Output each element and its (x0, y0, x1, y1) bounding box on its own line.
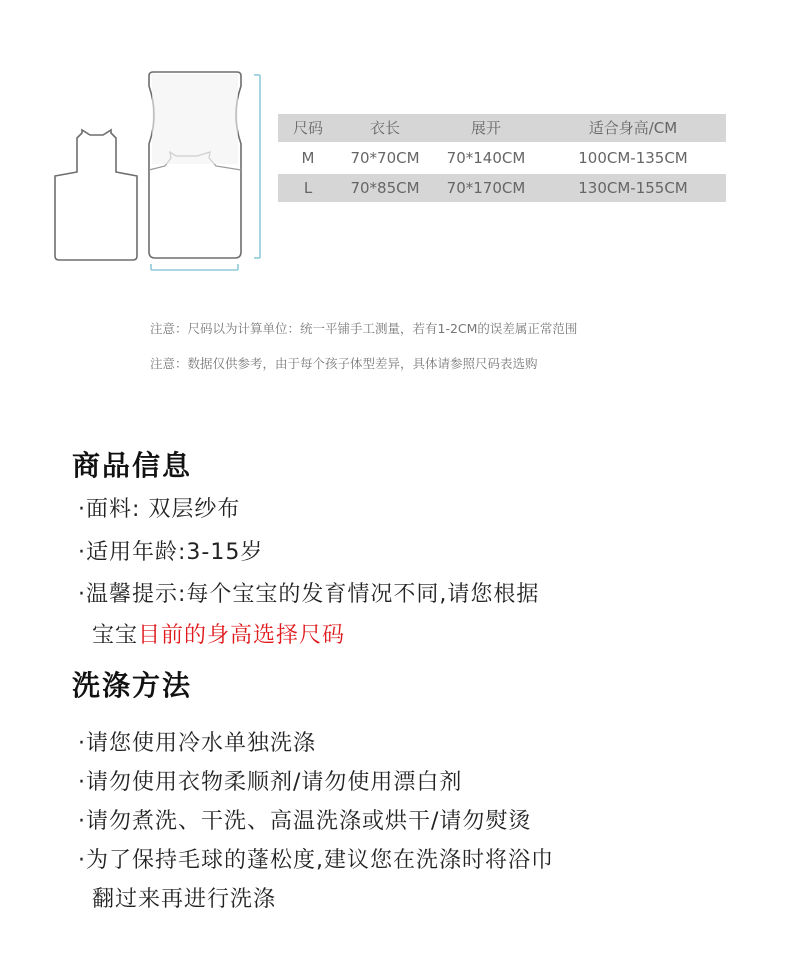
table-row (278, 144, 726, 172)
age-line: ·适用年龄:3-15岁 (78, 540, 264, 565)
wash-item: ·请您使用冷水单独洗涤 (78, 731, 316, 756)
size-table (278, 114, 726, 204)
tip-line-continued (92, 618, 345, 649)
header-unfolded: 展开 (470, 119, 501, 137)
cell-height: 130CM-155CM (578, 179, 688, 197)
cell-height: 100CM-135CM (578, 149, 688, 167)
table-row (278, 174, 726, 202)
cell-size: L (303, 179, 313, 197)
tip-highlight-text: 目前的身高选择尺码 (138, 623, 346, 648)
garment-diagram (0, 0, 280, 290)
fabric-line: ·面料: 双层纱布 (78, 497, 241, 522)
hood-shade (152, 74, 238, 164)
header-size: 尺码 (292, 119, 323, 137)
cell-length: 70*85CM (350, 179, 420, 197)
wash-item: ·请勿煮洗、干洗、高温洗涤或烘干/请勿熨烫 (78, 809, 532, 834)
header-length: 衣长 (369, 119, 400, 137)
product-info-title: 商品信息 (72, 449, 193, 482)
measurement-note: 注意：尺码以为计算单位：统一平铺手工测量，若有1-2CM的误差属正常范围 (150, 321, 578, 336)
wash-item-continued: 翻过来再进行洗涤 (92, 887, 277, 912)
size-table-header (278, 114, 726, 142)
header-height: 适合身高/CM (588, 119, 678, 137)
cell-size: M (301, 149, 315, 167)
cell-unfolded: 70*170CM (446, 179, 526, 197)
washing-title: 洗涤方法 (72, 669, 193, 702)
cell-length: 70*70CM (350, 149, 420, 167)
folded-garment-shape (55, 130, 137, 260)
reference-note: 注意：数据仅供参考，由于每个孩子体型差异，具体请参照尺码表选购 (150, 356, 538, 371)
tip-plain-text: 宝宝 (92, 623, 139, 648)
wash-item: ·请勿使用衣物柔顺剂/请勿使用漂白剂 (78, 770, 463, 795)
cell-unfolded: 70*140CM (446, 149, 526, 167)
tip-line: ·温馨提示:每个宝宝的发育情况不同,请您根据 (78, 582, 540, 607)
wash-item: ·为了保持毛球的蓬松度,建议您在洗涤时将浴巾 (78, 848, 554, 873)
